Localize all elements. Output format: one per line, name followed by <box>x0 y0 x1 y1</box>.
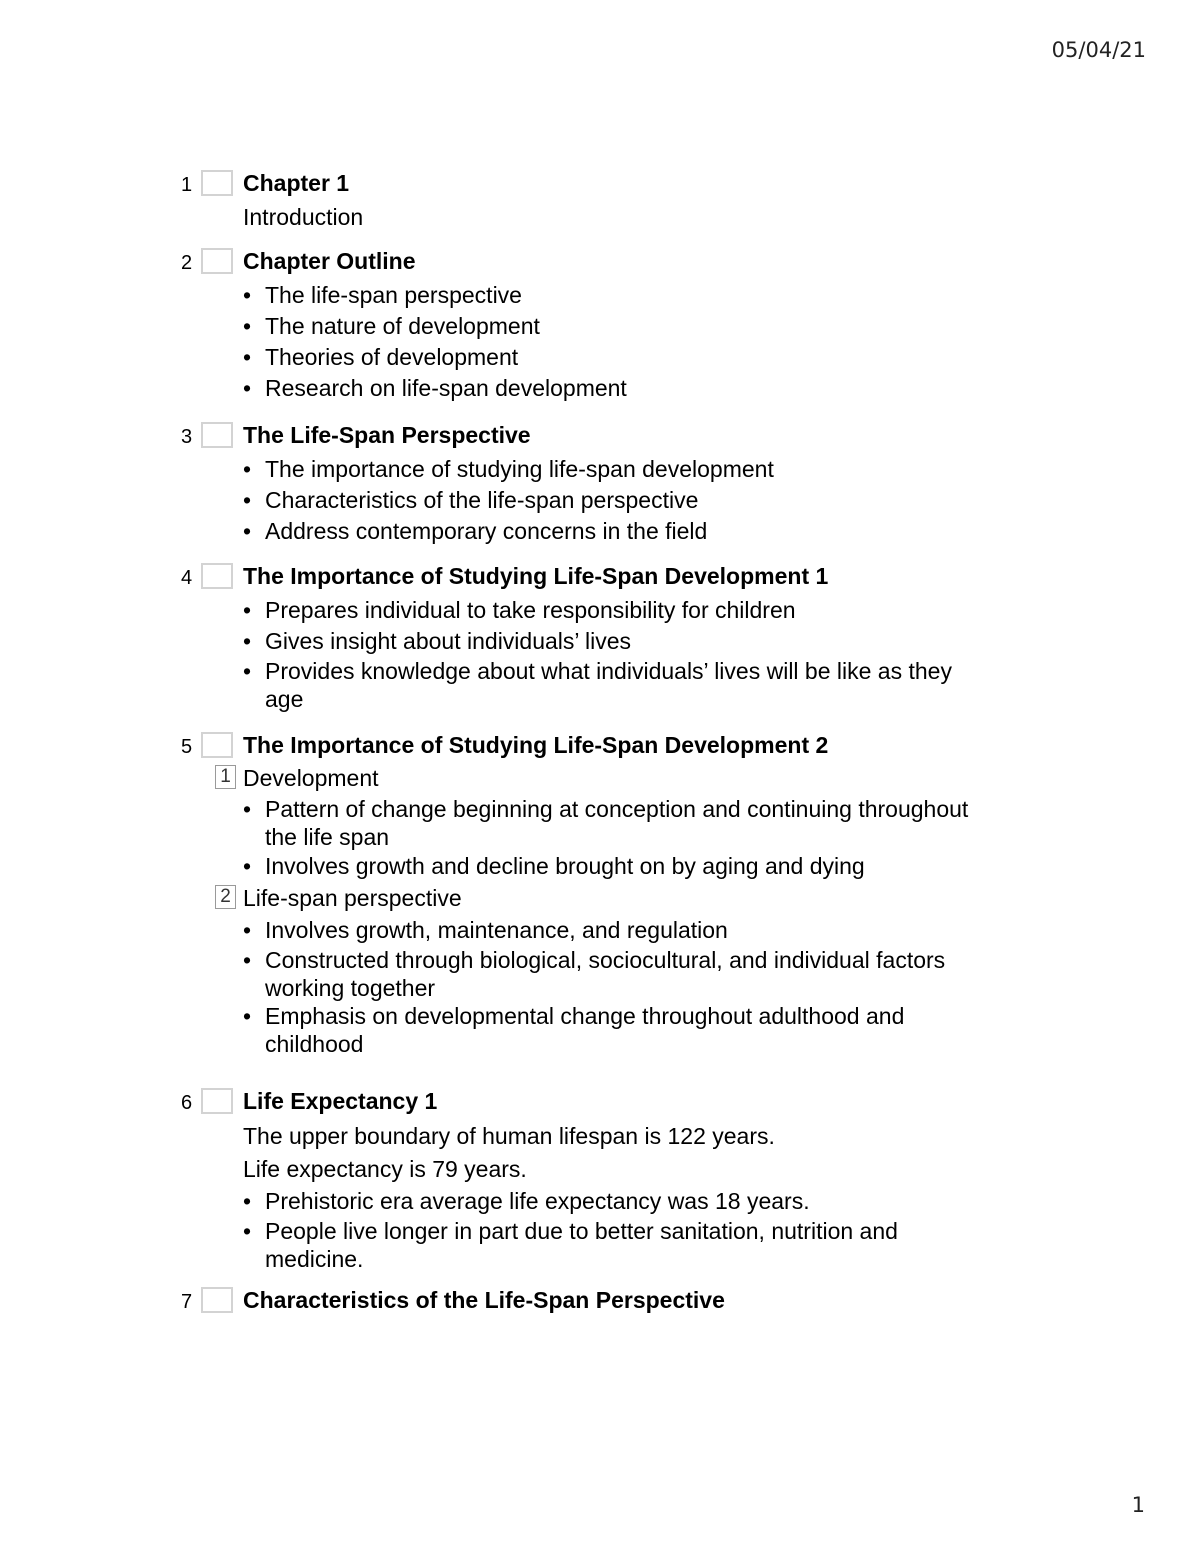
slide-entry <box>181 730 981 1058</box>
slide-number: 2 <box>181 252 193 274</box>
slide-text: Life expectancy is 79 years. <box>243 1156 527 1182</box>
slide-number: 1 <box>181 174 193 196</box>
slide-entry <box>181 246 981 404</box>
bullet-item: • Prehistoric era average life expectancy was 18 years. <box>243 1186 968 1217</box>
page-number: 1 <box>1131 1493 1145 1517</box>
subsection-heading <box>213 882 973 915</box>
slide-entry <box>181 168 981 233</box>
subsection-heading <box>213 762 973 795</box>
subsection-title: Development <box>243 765 379 791</box>
slide-entry <box>181 1285 981 1317</box>
bullet-item: • Emphasis on developmental change throughout adulthood and childhood <box>243 1002 973 1058</box>
bullet-item: • The life-span perspective <box>243 280 981 311</box>
bullet-item: • Prepares individual to take responsibility for children <box>243 595 963 626</box>
slide-title: The Life-Span Perspective <box>243 422 531 448</box>
slide-thumbnail[interactable] <box>201 1088 233 1114</box>
subsection-title: Life-span perspective <box>243 885 462 911</box>
bullet-item: • Gives insight about individuals’ lives <box>243 626 963 657</box>
slide-entry <box>181 561 981 713</box>
slide-number: 5 <box>181 736 193 758</box>
slide-thumbnail[interactable] <box>201 170 233 196</box>
bullet-item: • Involves growth and decline brought on by aging and dying <box>243 851 973 882</box>
bullet-item: • Theories of development <box>243 342 981 373</box>
slide-title: Chapter 1 <box>243 170 350 196</box>
bullet-item: • The nature of development <box>243 311 981 342</box>
page-date: 05/04/21 <box>1051 38 1146 62</box>
slide-text: The upper boundary of human lifespan is 122 years. <box>243 1123 775 1149</box>
slide-title: The Importance of Studying Life-Span Development 1 <box>243 563 829 589</box>
slide-number: 7 <box>181 1291 193 1313</box>
slide-thumbnail[interactable] <box>201 563 233 589</box>
slide-title: Characteristics of the Life-Span Perspective <box>243 1287 725 1313</box>
bullet-item: • The importance of studying life-span development <box>243 454 981 485</box>
bullet-item: • Research on life-span development <box>243 373 981 404</box>
bullet-item: • Pattern of change beginning at conception and continuing throughout the life span <box>243 795 973 851</box>
slide-thumbnail[interactable] <box>201 732 233 758</box>
bullet-item: • Involves growth, maintenance, and regulation <box>243 915 973 946</box>
bullet-item: • Constructed through biological, sociocultural, and individual factors working together <box>243 946 973 1002</box>
subsection-number: 1 <box>215 765 236 789</box>
slide-title: Life Expectancy 1 <box>243 1088 438 1114</box>
slide-number: 6 <box>181 1092 193 1114</box>
bullet-item: • People live longer in part due to better sanitation, nutrition and medicine. <box>243 1217 968 1273</box>
slide-number: 3 <box>181 426 193 448</box>
slide-number: 4 <box>181 567 193 589</box>
bullet-item: • Characteristics of the life-span perspective <box>243 485 981 516</box>
slide-thumbnail[interactable] <box>201 422 233 448</box>
slide-thumbnail[interactable] <box>201 248 233 274</box>
slide-text: Introduction <box>243 204 364 230</box>
bullet-item: • Address contemporary concerns in the field <box>243 516 981 547</box>
slide-thumbnail[interactable] <box>201 1287 233 1313</box>
slide-title: Chapter Outline <box>243 248 416 274</box>
subsection-number: 2 <box>215 885 236 909</box>
slide-title: The Importance of Studying Life-Span Development 2 <box>243 732 829 758</box>
slide-entry <box>181 1086 981 1273</box>
slide-entry <box>181 420 981 547</box>
bullet-item: • Provides knowledge about what individuals’ lives will be like as they age <box>243 657 963 713</box>
